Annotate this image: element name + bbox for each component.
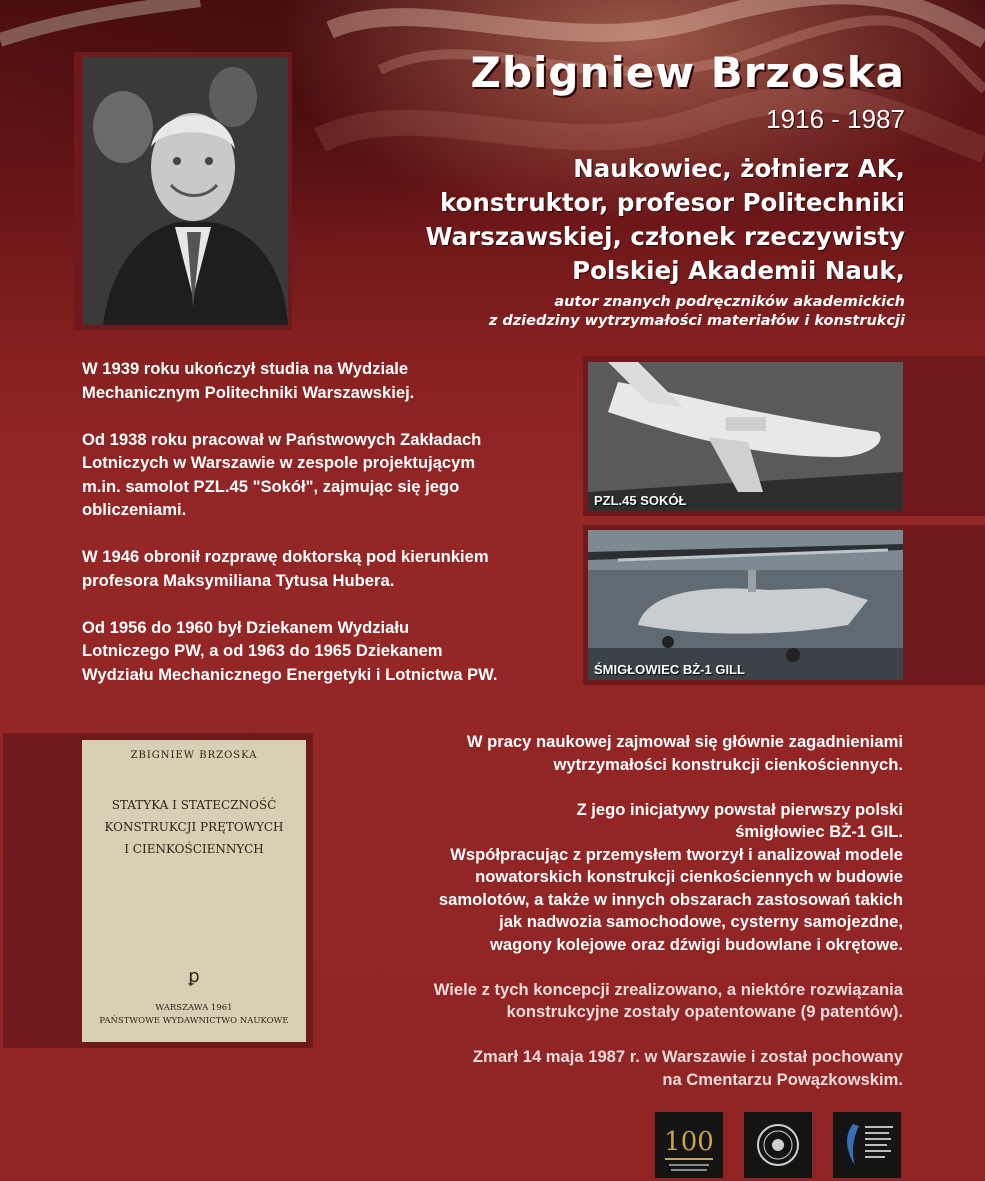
centenary-number: 100 — [664, 1127, 714, 1157]
book-title-line: KONSTRUKCJI PRĘTOWYCH — [104, 820, 284, 834]
text-line: konstrukcyjne zostały opatentowane (9 patentów). — [506, 1002, 903, 1021]
text-line: Z jego inicjatywy powstał pierwszy polski — [576, 799, 903, 819]
text-line: jak nadwozia samochodowe, cysterny samojezdne, — [499, 912, 903, 931]
text-line: Lotniczego PW, a od 1963 do 1965 Dziekanem — [82, 641, 443, 660]
subtitle-line: Warszawskiej, członek rzeczywisty — [425, 222, 905, 251]
subtitle-line: Polskiej Akademii Nauk, — [572, 256, 905, 285]
text-line: Lotniczych w Warszawie w zespole projektującym — [82, 453, 476, 472]
text-line: śmigłowiec BŻ-1 GIL. — [735, 822, 903, 841]
research-paragraph — [323, 979, 903, 1024]
text-line: Wiele z tych koncepcji zrealizowano, a niektóre rozwiązania — [433, 979, 903, 999]
book-imprint-line: PAŃSTWOWE WYDAWNICTWO NAUKOWE — [99, 1016, 289, 1026]
text-line: Mechanicznym Politechniki Warszawskiej. — [82, 382, 415, 402]
book-cover — [82, 740, 306, 1042]
text-line: W 1946 obronił rozprawę doktorską pod kierunkiem — [82, 547, 489, 566]
text-line: na Cmentarzu Powązkowskim. — [662, 1069, 903, 1089]
research-paragraph — [323, 1046, 903, 1091]
subtitle2-line: z dziedziny wytrzymałości materiałów i konstrukcji — [488, 313, 905, 329]
bio-paragraph — [82, 545, 582, 592]
centenary-logo — [655, 1112, 723, 1178]
text-line: wytrzymałości konstrukcji cienkościennych. — [553, 754, 903, 774]
text-line: obliczeniami. — [82, 500, 187, 519]
text-line: samolotów, a także w innych obszarach zastosowań takich — [438, 889, 903, 909]
subtitle-secondary — [305, 293, 905, 331]
book-title — [82, 794, 306, 860]
faculty-logo — [833, 1112, 901, 1178]
gill-caption: ŚMIGŁOWIEC BŻ-1 GILL — [594, 662, 745, 677]
research-paragraph — [323, 731, 903, 776]
subtitle2-line: autor znanych podręczników akademickich — [554, 294, 905, 310]
text-line: Współpracując z przemysłem tworzył i analizował modele — [450, 844, 903, 864]
book-author: ZBIGNIEW BRZOSKA — [130, 750, 258, 761]
biography-text — [82, 357, 582, 710]
bio-paragraph — [82, 616, 582, 687]
text-line: Wydziału Mechanicznego Energetyki i Lotnictwa PW. — [82, 664, 498, 684]
text-line: W pracy naukowej zajmował się głównie zagadnieniami — [466, 732, 903, 751]
book-imprint-line: WARSZAWA 1961 — [155, 1003, 233, 1013]
helicopter-photo — [588, 530, 903, 680]
sokol-aircraft-photo — [588, 362, 903, 511]
text-line: Od 1956 do 1960 był Dziekanem Wydziału — [82, 617, 410, 637]
bio-paragraph — [82, 428, 582, 522]
bio-paragraph — [82, 357, 582, 404]
subtitle-line: konstruktor, profesor Politechniki — [439, 188, 905, 217]
text-line: profesora Maksymiliana Tytusa Hubera. — [82, 570, 395, 590]
university-seal-logo — [744, 1112, 812, 1178]
subtitle-line: Naukowiec, żołnierz AK, — [573, 154, 905, 183]
text-line: Od 1938 roku pracował w Państwowych Zakładach — [82, 429, 482, 449]
page-title: Zbigniew Brzoska — [470, 48, 905, 97]
research-paragraph — [323, 799, 903, 957]
research-text — [323, 731, 903, 1114]
text-line: nowatorskich konstrukcji cienkościennych w budowie — [475, 867, 903, 886]
book-title-line: STATYKA I STATECZNOŚĆ — [111, 798, 277, 812]
sokol-caption: PZL.45 SOKÓŁ — [594, 493, 687, 508]
text-line: W 1939 roku ukończył studia na Wydziale — [82, 359, 409, 378]
text-line: Zmarł 14 maja 1987 r. w Warszawie i został pochowany — [472, 1047, 903, 1066]
text-line: wagony kolejowe oraz dźwigi budowlane i okrętowe. — [489, 934, 903, 954]
book-imprint — [82, 1002, 306, 1028]
text-line: m.in. samolot PZL.45 "Sokół", zajmując się jego — [82, 476, 460, 496]
book-title-line: I CIENKOŚCIENNYCH — [124, 842, 264, 856]
publisher-mark: ꝑ — [188, 966, 200, 987]
life-years: 1916 - 1987 — [766, 104, 905, 134]
portrait-photo — [83, 57, 288, 325]
subtitle — [305, 152, 905, 288]
